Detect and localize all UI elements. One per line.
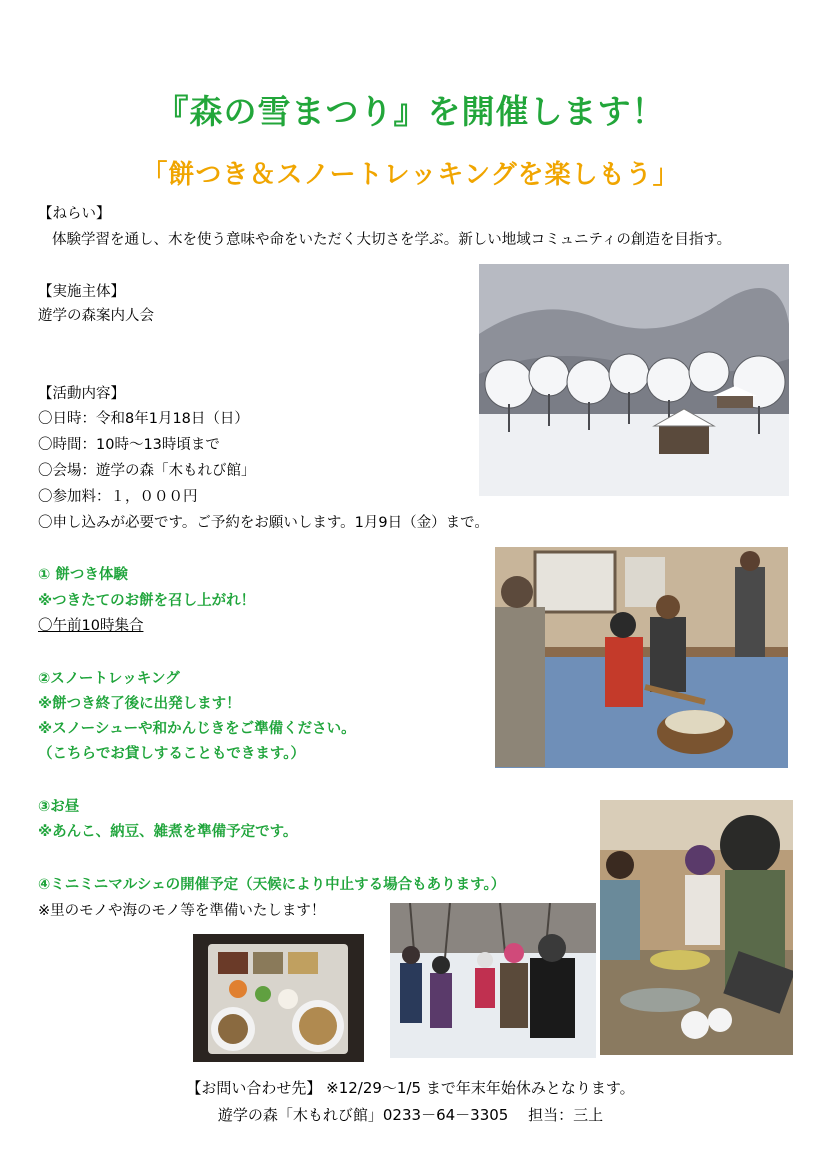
food-tray-photo bbox=[193, 934, 364, 1062]
page-subtitle: 「餅つき＆スノートレッキングを楽しもう」 bbox=[141, 160, 680, 190]
activity-time: 〇時間：10時～13時頃まで bbox=[38, 437, 220, 453]
footer-phone: 遊学の森「木もれび館」0233－64－3305 担当：三上 bbox=[217, 1106, 604, 1124]
marche-title: ④ミニミニマルシェの開催予定（天候により中止する場合もあります。） bbox=[38, 877, 506, 893]
activity-date: 〇日時：令和8年1月18日（日） bbox=[38, 411, 249, 427]
aim-text: 体験学習を通し、木を使う意味や命をいただく大切さを学ぶ。新しい地域コミュニティの創造を目指す。 bbox=[52, 232, 732, 248]
activity-fee: 〇参加料：１，０００円 bbox=[38, 489, 198, 505]
snow-trekking-photo bbox=[390, 903, 596, 1058]
activity-reservation: 〇申し込みが必要です。ご予約をお願いします。1月9日（金）まで。 bbox=[38, 515, 489, 531]
lunch-note: ※あんこ、納豆、雑煮を準備予定です。 bbox=[38, 824, 298, 840]
trek-title: ②スノートレッキング bbox=[38, 671, 180, 687]
trek-note-3: （こちらでお貸しすることもできます。） bbox=[38, 746, 305, 762]
trek-note-1: ※餅つき終了後に出発します！ bbox=[38, 696, 241, 712]
mochi-meet: 〇午前10時集合 bbox=[38, 618, 144, 634]
mochi-note: ※つきたてのお餅を召し上がれ！ bbox=[38, 593, 256, 609]
aim-heading: 【ねらい】 bbox=[38, 206, 111, 222]
cooking-photo bbox=[600, 800, 793, 1055]
footer-contact: 【お問い合わせ先】 ※12/29～1/5 まで年末年始休みとなります。 bbox=[186, 1079, 635, 1097]
activity-heading: 【活動内容】 bbox=[38, 386, 125, 402]
lunch-title: ③お昼 bbox=[38, 799, 80, 815]
activity-venue: 〇会場：遊学の森「木もれび館」 bbox=[38, 463, 256, 479]
mochi-title: ① 餅つき体験 bbox=[38, 567, 128, 583]
mochi-pounding-photo bbox=[495, 547, 788, 768]
trek-note-2: ※スノーシューや和かんじきをご準備ください。 bbox=[38, 721, 356, 737]
snow-forest-photo bbox=[479, 264, 789, 496]
organizer-heading: 【実施主体】 bbox=[38, 284, 125, 300]
marche-note: ※里のモノや海のモノ等を準備いたします！ bbox=[38, 903, 326, 919]
page-title: 『森の雪まつり』を開催します！ bbox=[155, 92, 666, 131]
organizer-name: 遊学の森案内人会 bbox=[38, 308, 154, 324]
